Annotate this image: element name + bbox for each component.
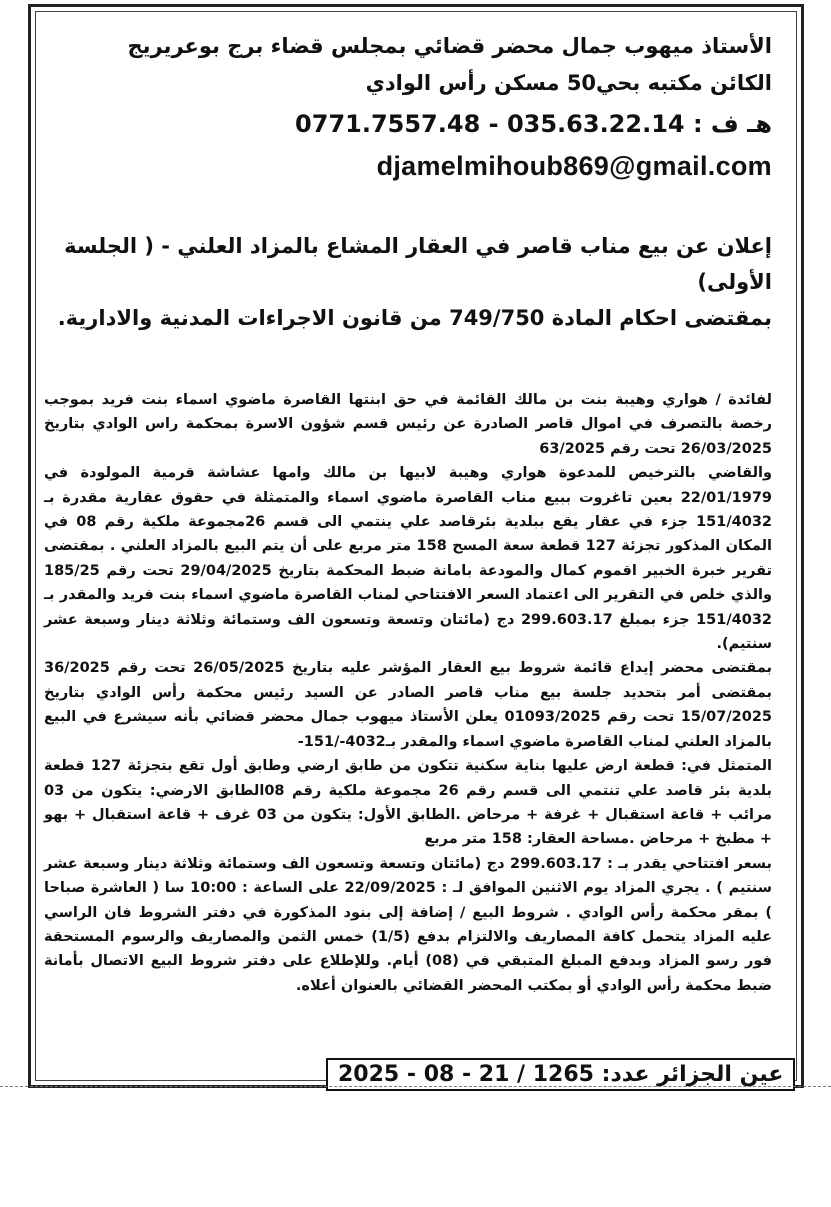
body-paragraph-beneficiary: لفائدة / هواري وهيبة بنت بن مالك القائمة في حق ابنتها القاصرة ماضوي اسماء بنت فريد بموجب رخصة بالتصرف في اموال قاصر الصادرة عن رئيس قسم شؤون الاسرة بمحكمة راس الوادي بتاريخ 26/03/2025 تحت رقم 63/2025 [44,392,772,457]
publication-reference: عين الجزائر عدد: 1265 / 21 - 08 - 2025 [326,1058,795,1091]
body-paragraph-property: المتمثل في: قطعة ارض عليها بناية سكنية تتكون من طابق ارضي وطابق أول تقع بتجزئة 127 قطعة بلدية بئر قاصد علي تنتمي الى قسم رقم 26 مجموعة ملكية رقم 08الطابق الارضي: يتكون من 03 مرائب + قاعة استقبال + غرفة + مرحاض .الطابق الأول: يتكون من 03 غرف + قاعة استقبال + بهو + مطبخ + مرحاض .مساحة العقار: 158 متر مربع [44,758,772,848]
bailiff-name: الأستاذ ميهوب جمال محضر قضائي بمجلس قضاء برج بوعريريج [127,34,772,58]
body-paragraph-authorization: والقاضي بالترخيص للمدعوة هواري وهيبة لابيها بن مالك وامها عشاشة قرمية المولودة في 22/01/1979 بعين تاغروت ببيع مناب القاصرة ماضوي اسماء والمتمثلة في حقوق عقارية مقدرة بـ 151/4032 جزء في عقار يقع ببلدية بئرقاصد علي ينتمي الى قسم 26مجموعة ملكية رقم 08 في المكان المذكور تجزئة 127 قطعة سعة المسح 158 متر مربع على أن يتم البيع بالمزاد العلني . بمقتضى تقرير خبرة الخبير اقموم كمال والمودعة بامانة ضبط المحكمة بتاريخ 29/04/2025 تحت رقم 185/25 والذي خلص في التقرير الى اعتماد السعر الافتتاحي لمناب القاصرة ماضوي اسماء بنت فريد والمقدر بـ 151/4032 جزء بمبلغ 299.603.17 دج (مائتان وتسعة وتسعون الف وستمائة وثلاثة دينار وسبعة عشر سنتيم). [44,465,773,653]
body-paragraph-sale-order: بمقتضى محضر إيداع قائمة شروط بيع العقار المؤشر عليه بتاريخ 26/05/2025 تحت رقم 36/2025 بمقتضى أمر بتحديد جلسة بيع مناب قاصر الصادر عن السيد رئيس محكمة رأس الوادي بتاريخ 15/07/2025 تحت رقم 01093/2025 يعلن الأستاذ ميهوب جمال محضر قضائي بأنه سيشرع في البيع بالمزاد العلني لمناب القاصرة ماضوي اسماء والمقدر بـ4032-/151- [44,660,772,750]
bailiff-address: الكائن مكتبه بحي50 مسكن رأس الوادي [365,71,772,95]
announcement-content [44,28,772,998]
bailiff-email: djamelmihoub869@gmail.com [376,151,772,181]
title-line-2: بمقتضى احكام المادة 749/750 من قانون الاجراءات المدنية والادارية. [57,306,772,330]
title-line-1: إعلان عن بيع مناب قاصر في العقار المشاع بالمزاد العلني - ( الجلسة الأولى) [64,234,772,294]
bailiff-header [44,28,772,188]
bailiff-phone: هـ ف : 035.63.22.14 - 0771.7557.48 [295,110,772,138]
body-paragraph-auction-terms: بسعر افتتاحي يقدر بـ : 299.603.17 دج (مائتان وتسعة وتسعون الف وستمائة وثلاثة دينار وسبعة عشر سنتيم ) . يجري المزاد يوم الاثنين الموافق لـ : 22/09/2025 على الساعة : 10:00 سا ( العاشرة صباحا ) بمقر محكمة رأس الوادي . شروط البيع / إضافة إلى بنود المذكورة في دفتر الشروط فان الراسي عليه المزاد يتحمل كافة المصاريف والالتزام بدفع (1/5) خمس الثمن والمصاريف والرسوم المستحقة فور رسو المزاد وبدفع المبلغ المتبقي في (08) أيام. وللإطلاع على دفتر شروط البيع الاتصال بأمانة ضبط محكمة رأس الوادي أو بمكتب المحضر القضائي بالعنوان أعلاه. [44,855,772,994]
page-divider [0,1086,831,1087]
announcement-body [44,388,772,998]
announcement-title [44,228,772,336]
